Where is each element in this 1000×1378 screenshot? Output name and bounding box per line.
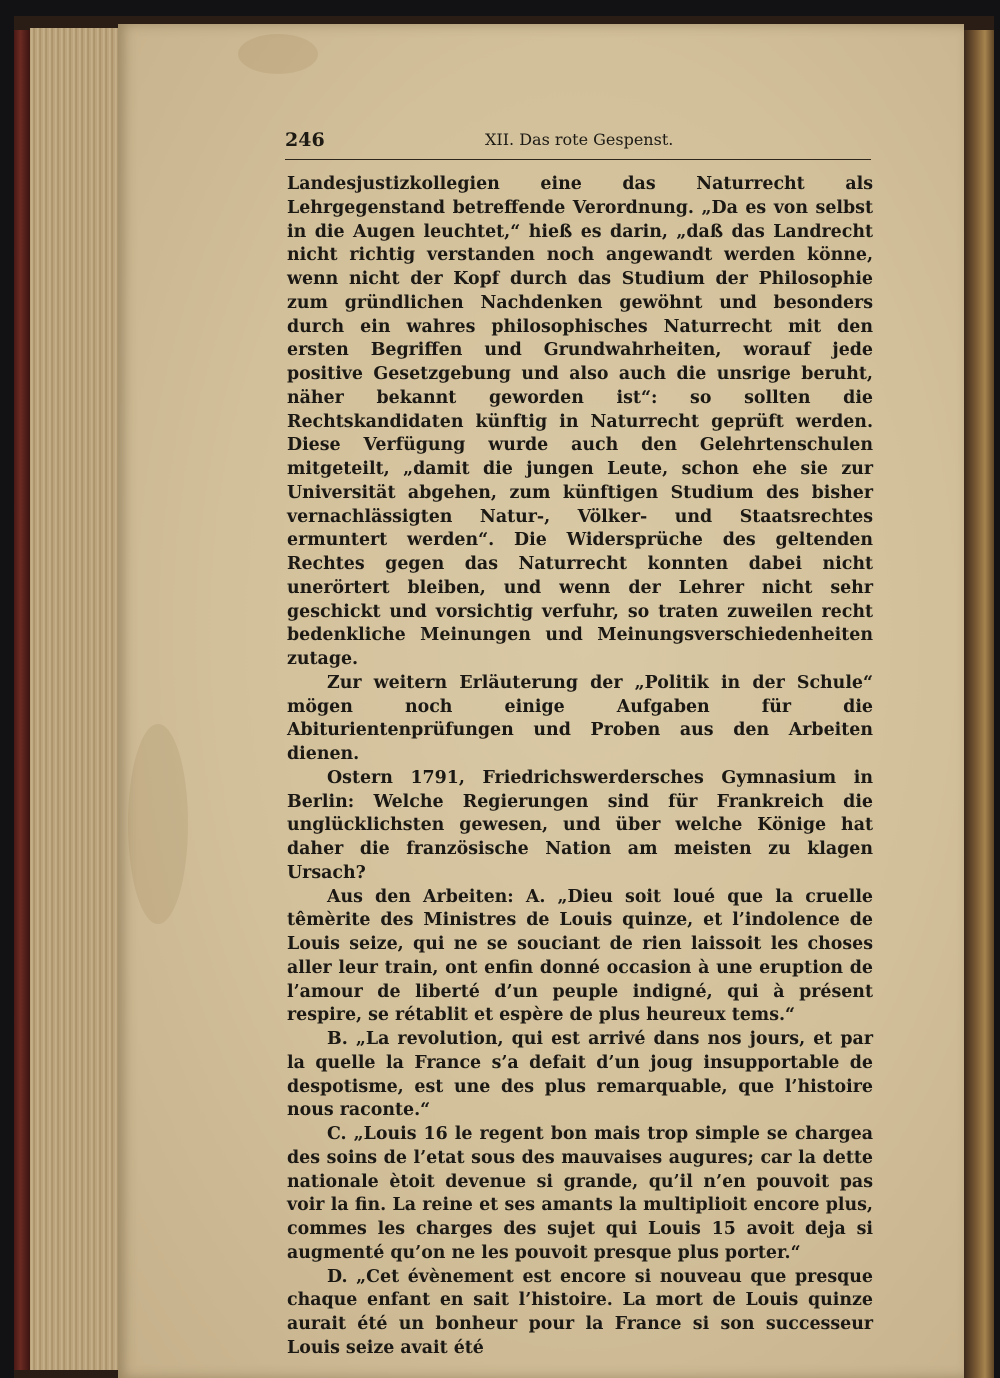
paragraph: D. „Cet évènement est encore si nouveau que presque chaque enfant en sait l’histoire. La mort de Louis quinze aurait été un bonheur pour la France si son successeur Louis seize avait été (287, 1266, 873, 1358)
paragraph: Landesjustizkollegien eine das Naturrecht als Lehrgegenstand betreffende Verordnung. „Da es von selbst in die Augen leuchtet,“ hieß es darin, „daß das Landrecht nicht richtig verstanden noch angewandt werden könne, wenn nicht der Kopf durch das Studium der Philosophie zum gründlichen Nachdenken gewöhnt und besonders durch ein wahres philosophisches Naturrecht mit den ersten Begriffen und Grundwahrheiten, worauf jede positive Gesetzgebung und also auch die unsrige beruht, näher bekannt geworden ist“: so sollten die Rechtskandidaten künftig in Naturrecht geprüft werden. Diese Verfügung wurde auch den Gelehrtenschulen mitgeteilt, „damit die jungen Leute, schon ehe sie zur Universität abgehen, zum künftigen Studium des bisher vernachlässigten Natur-, Völker- und Staatsrechtes ermuntert werden“. Die Widersprüche des geltenden Rechtes gegen das Naturrecht konnten dabei nicht unerörtert bleiben, und wenn der Lehrer nicht sehr geschickt und vorsichtig verfuhr, so traten zuweilen recht bedenkliche Meinungen und Meinungsverschiedenheiten zutage. (287, 174, 873, 669)
paragraph: Aus den Arbeiten: A. „Dieu soit loué que la cruelle têmèrite des Ministres de Louis quinze, et l’indolence de Louis seize, qui ne se souciant de rien laissoit les choses aller leur train, ont enfin donné occasion à une eruption de l’amour de liberté d’un peuple indigné, qui à présent respire, se rétablit et espère de plus heureux tems.“ (287, 886, 873, 1026)
book-spine (14, 30, 30, 1370)
page-number: 246 (285, 129, 325, 151)
body-text (287, 173, 873, 1361)
right-page-edge (964, 30, 994, 1378)
header-rule (285, 159, 871, 160)
paragraph: Ostern 1791, Friedrichswerdersches Gymnasium in Berlin: Welche Regierungen sind für Frankreich die unglücklichsten gewesen, und über welche Könige hat daher die französische Nation am meisten zu klagen Ursach? (287, 767, 873, 883)
paper-stain (128, 724, 188, 924)
paragraph: B. „La revolution, qui est arrivé dans nos jours, et par la quelle la France s’a defait d’un joug insupportable de despotisme, est une des plus remarquable, que l’histoire nous raconte.“ (287, 1029, 873, 1121)
running-title: XII. Das rote Gespenst. (485, 130, 674, 149)
paragraph: C. „Louis 16 le regent bon mais trop simple se chargea des soins de l’etat sous des mauvaises augures; car la dette nationale ètoit devenue si grande, qu’il n’en pouvoit pas voir la fin. La reine et ses amants la multiplioit encore plus, commes les charges des sujet qui Louis 15 avoit deja si augmenté qu’on ne les pouvoit presque plus porter.“ (287, 1124, 873, 1263)
page-edges (30, 28, 123, 1370)
paper-stain (238, 34, 318, 74)
paragraph: Zur weitern Erläuterung der „Politik in der Schule“ mögen noch einige Aufgaben für die Abiturientenprüfungen und Proben aus den Arbeiten dienen. (287, 672, 873, 764)
page-header (285, 129, 871, 155)
